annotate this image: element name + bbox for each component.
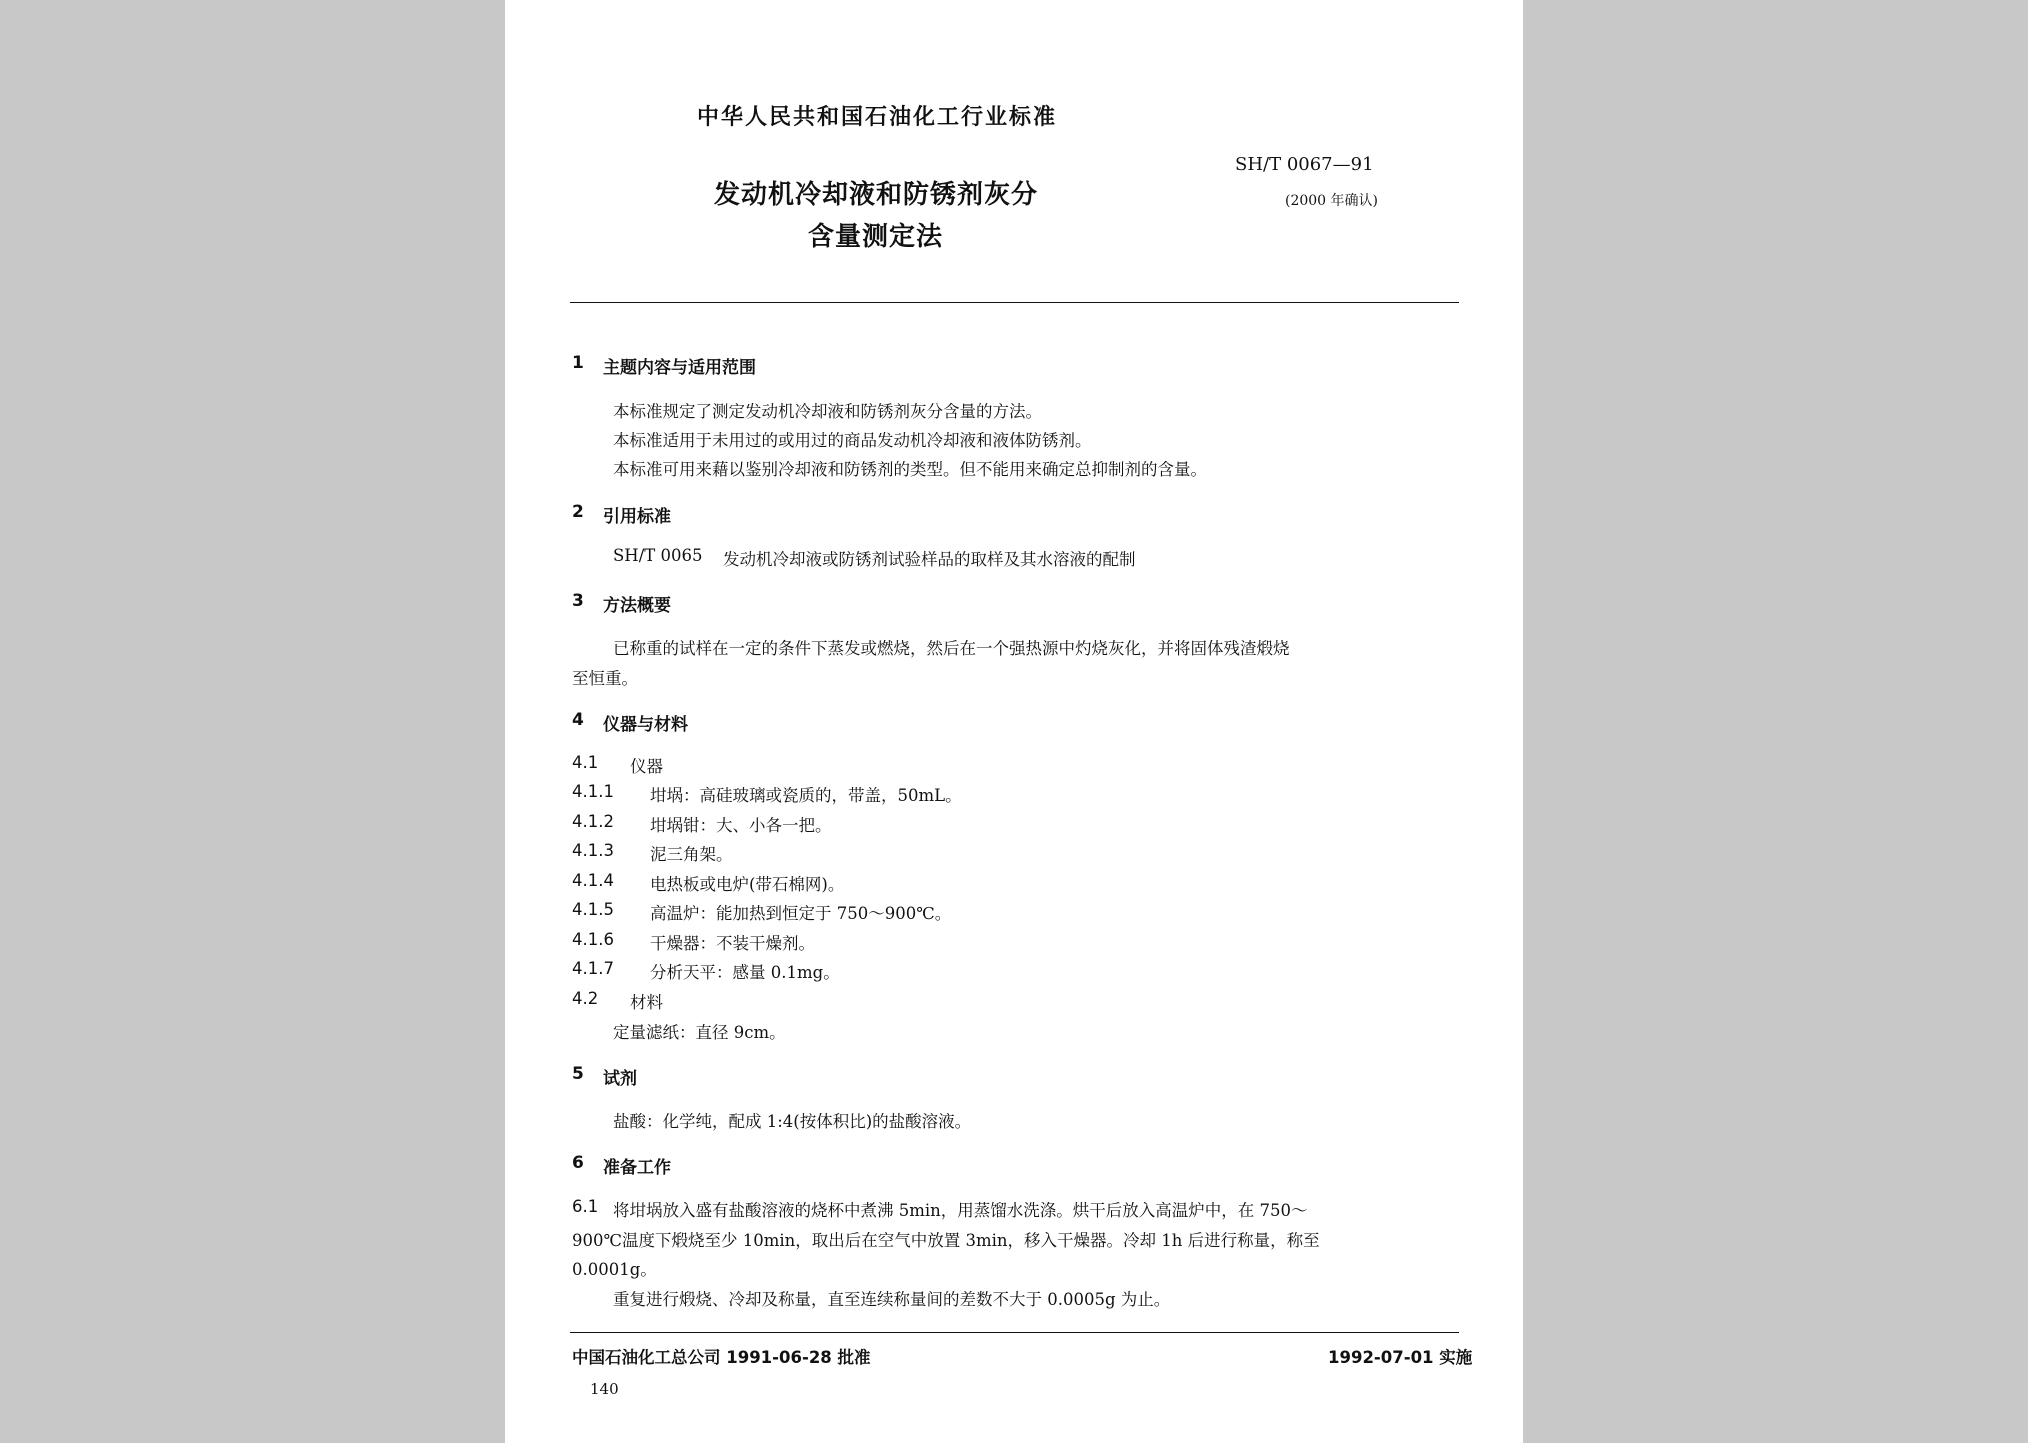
item-text: 泥三角架。: [650, 845, 733, 864]
section-3-title: 方法概要: [603, 596, 671, 616]
item-text: 高温炉：能加热到恒定于 750～900℃。: [650, 904, 952, 923]
document-page: [505, 0, 1523, 1443]
item-number: 4.1.1: [572, 782, 614, 801]
item-text: 材料: [630, 993, 663, 1012]
item-text: 分析天平：感量 0.1mg。: [650, 963, 840, 982]
item-text: 仪器: [630, 757, 663, 776]
section-3-para-line-2: 至恒重。: [572, 669, 638, 688]
section-2-number: 2: [572, 502, 584, 522]
document-title-line1: 发动机冷却液和防锈剂灰分: [714, 180, 1039, 210]
section-3-para-line-1: 已称重的试样在一定的条件下蒸发或燃烧，然后在一个强热源中灼烧灰化，并将固体残渣煅烧: [613, 639, 1290, 658]
clause-6-1-line-1: 将坩埚放入盛有盐酸溶液的烧杯中煮沸 5min，用蒸馏水洗涤。烘干后放入高温炉中，在 750～: [613, 1201, 1308, 1220]
item-text: 坩埚：高硅玻璃或瓷质的，带盖，50mL。: [650, 786, 962, 805]
section-2-title: 引用标准: [603, 507, 671, 527]
confirmation-note: (2000 年确认): [1285, 193, 1379, 209]
implementation-date: 1992-07-01 实施: [1328, 1348, 1473, 1367]
item-text: 电热板或电炉(带石棉网)。: [650, 875, 845, 894]
clause-6-1-number: 6.1: [572, 1197, 599, 1216]
section-6-title: 准备工作: [603, 1158, 671, 1178]
organization-heading: 中华人民共和国石油化工行业标准: [697, 105, 1058, 130]
approval-line: 中国石油化工总公司 1991-06-28 批准: [572, 1348, 871, 1367]
section-1-number: 1: [572, 353, 584, 373]
section-3-number: 3: [572, 591, 584, 611]
reference-code: SH/T 0065: [613, 546, 703, 565]
item-number: 4.2: [572, 989, 599, 1008]
clause-6-1-para-2: 重复进行煅烧、冷却及称量，直至连续称量间的差数不大于 0.0005g 为止。: [613, 1290, 1171, 1309]
item-number: 4.1.5: [572, 900, 614, 919]
item-text: 干燥器：不装干燥剂。: [650, 934, 815, 953]
clause-6-1-line-3: 0.0001g。: [572, 1260, 657, 1279]
section-6-number: 6: [572, 1153, 584, 1173]
section-5-number: 5: [572, 1064, 584, 1084]
item-text: 坩埚钳：大、小各一把。: [650, 816, 832, 835]
document-title-line2: 含量测定法: [808, 222, 944, 252]
item-number: 4.1.4: [572, 871, 614, 890]
section-5-title: 试剂: [603, 1069, 637, 1089]
item-number: 4.1.2: [572, 812, 614, 831]
standard-code: SH/T 0067—91: [1235, 154, 1374, 175]
section-1-title: 主题内容与适用范围: [603, 358, 756, 378]
page-number: 140: [590, 1380, 619, 1398]
section-5-para: 盐酸：化学纯，配成 1:4(按体积比)的盐酸溶液。: [613, 1112, 972, 1131]
section-1-para-2: 本标准适用于未用过的或用过的商品发动机冷却液和液体防锈剂。: [613, 431, 1092, 450]
material-description: 定量滤纸：直径 9cm。: [613, 1023, 786, 1042]
reference-title: 发动机冷却液或防锈剂试验样品的取样及其水溶液的配制: [723, 550, 1136, 569]
section-4-title: 仪器与材料: [603, 715, 688, 735]
section-1-para-1: 本标准规定了测定发动机冷却液和防锈剂灰分含量的方法。: [613, 402, 1042, 421]
section-1-para-3: 本标准可用来藉以鉴别冷却液和防锈剂的类型。但不能用来确定总抑制剂的含量。: [613, 460, 1207, 479]
item-number: 4.1: [572, 753, 599, 772]
footer-rule: [570, 1332, 1459, 1333]
item-number: 4.1.3: [572, 841, 614, 860]
clause-6-1-line-2: 900℃温度下煅烧至少 10min，取出后在空气中放置 3min，移入干燥器。冷却 1h 后进行称量，称至: [572, 1231, 1320, 1250]
header-rule: [570, 302, 1459, 303]
item-number: 4.1.7: [572, 959, 614, 978]
section-4-number: 4: [572, 710, 584, 730]
item-number: 4.1.6: [572, 930, 614, 949]
